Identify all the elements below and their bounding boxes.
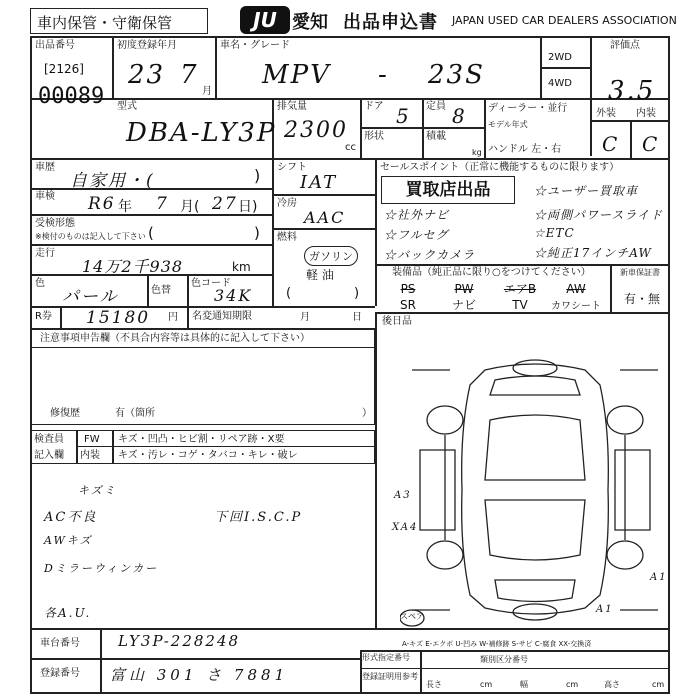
recycle-unit: 円 — [168, 312, 178, 323]
interior-value: C — [642, 132, 660, 156]
note-5: 各A.U. — [44, 606, 92, 620]
receipt-close: ) — [254, 224, 260, 242]
note-6: 下回I.S.C.P — [214, 510, 303, 525]
cert-label-3: 登録証明用参考 — [362, 672, 418, 681]
inspection-day-unit: 日) — [238, 199, 258, 215]
color-label: 色 — [35, 278, 45, 289]
displacement-label: 排気量 — [277, 101, 307, 112]
equip-aw: AW — [566, 282, 586, 296]
model-label: 車名・グレード — [220, 40, 290, 51]
first-reg-month: 7 — [180, 60, 199, 90]
note-2: AC不良 — [44, 510, 98, 525]
inspection-year-unit: 年 — [118, 199, 132, 215]
spare-label: スペア — [400, 612, 424, 621]
later-items-label: 後日品 — [382, 316, 412, 327]
mark-a3: A3 — [394, 490, 412, 501]
mark-a1-rear: A1 — [596, 604, 614, 615]
drive-4wd: 4WD — [548, 78, 572, 89]
exterior-value: C — [602, 132, 620, 156]
equipment-row-1 — [380, 280, 608, 297]
selling-point-4: ☆両側パワースライド — [534, 208, 664, 222]
grade-label: 評価点 — [610, 40, 640, 51]
grade-score: 3.5 — [608, 76, 656, 106]
form-title: 出品申込書 — [343, 12, 438, 33]
mileage-label: 走行 — [35, 248, 55, 259]
capacity-value: 8 — [452, 104, 467, 128]
ac-label: 冷房 — [277, 198, 297, 209]
model-grade: 23S — [428, 60, 485, 90]
kg-unit: kg — [472, 148, 482, 157]
mileage-value: 14万2千938 — [82, 257, 184, 276]
first-reg-label: 初度登録年月 — [117, 40, 177, 51]
load-label: 積載 — [426, 131, 446, 142]
history-label: 車歴 — [35, 162, 55, 173]
inspection-era: R6 — [88, 194, 116, 214]
color-code: 34K — [214, 286, 253, 305]
repair-value: 有（箇所 — [115, 408, 155, 419]
selling-point-6: ☆ETC — [534, 226, 575, 240]
cert-height: 高さ — [604, 680, 620, 689]
damage-legend: A-キズ E-エクボ U-凹み W-補修跡 S-サビ C-腐食 XX-交換済 — [402, 640, 592, 648]
model-dash: - — [378, 60, 389, 90]
color-code-label: 色コード — [191, 278, 231, 289]
repair-label: 修復歴 — [50, 408, 80, 419]
doors-value: 5 — [396, 104, 411, 128]
remarks-label: 注意事項申告欄（不具合内容等は具体的に記入して下さい） — [40, 333, 310, 344]
warranty-label: 新車保証書 — [620, 268, 660, 277]
inspection-label: 車検 — [35, 191, 55, 202]
fuel-gasoline-circled: ガソリン — [304, 246, 358, 266]
notice-label: 名変通知期限 — [192, 311, 252, 322]
equip-pw: PW — [454, 282, 474, 296]
lot-number: 00089 — [38, 84, 105, 109]
shift-label: シフト — [277, 162, 307, 173]
equip-sr: SR — [400, 298, 416, 312]
ju-logo: JU — [240, 6, 290, 34]
storage-label: 車内保管・守衛保管 — [37, 14, 173, 32]
inspection-day: 27 — [212, 194, 238, 214]
type-label: 型式 — [117, 101, 137, 112]
storage-box — [30, 8, 208, 34]
equip-airbag: エアB — [503, 282, 537, 296]
equip-ps: PS — [400, 282, 416, 296]
repair-close: ） — [362, 408, 372, 419]
selling-point-1: ☆社外ナビ — [384, 208, 450, 222]
shape-label: 形状 — [364, 131, 384, 142]
color-tone-label: 色替 — [151, 285, 171, 296]
ac-value: AAC — [304, 208, 346, 227]
equip-tv: TV — [512, 298, 528, 312]
buyback-stamp: 買取店出品 — [381, 176, 515, 204]
car-diagram[interactable] — [400, 340, 670, 640]
receipt-note: ※検付のものは記入して下さい — [35, 232, 146, 241]
recycle-value: 15180 — [86, 308, 151, 328]
registration-value: 富山 301 さ 7881 — [110, 666, 289, 684]
warranty-value: 有・無 — [624, 292, 661, 306]
inspector-fw: FW — [84, 434, 100, 445]
selling-point-3: ☆フルセグ — [384, 228, 449, 242]
selling-point-5: ☆バックカメラ — [384, 248, 476, 262]
first-reg-year: 23 — [128, 60, 166, 90]
inspection-month: 7 — [156, 194, 169, 214]
receipt-label: 受検形態 — [35, 218, 75, 229]
cert-length: 長さ — [426, 680, 442, 689]
notice-month: 月 — [300, 312, 310, 323]
inspector-interior-items: キズ・汚レ・コゲ・タバコ・キレ・破レ — [118, 450, 298, 461]
model-year-label: モデル年式 — [488, 120, 528, 129]
inspector-interior: 内装 — [80, 450, 100, 461]
mark-xa4: XA4 — [392, 522, 419, 533]
equip-navi: ナビ — [451, 298, 476, 312]
handle-label: ハンドル 左・右 — [488, 144, 562, 155]
note-4: Dミラーウィンカー — [44, 562, 159, 575]
color-value: パール — [62, 287, 119, 307]
history-close: ) — [254, 166, 261, 185]
displacement-value: 2300 — [284, 118, 348, 143]
org-name: 愛知 — [292, 12, 328, 33]
fuel-open: ( — [286, 286, 292, 301]
type-value: DBA-LY3P — [126, 118, 277, 148]
cert-cm-3: cm — [652, 680, 665, 689]
recycle-label: R券 — [35, 311, 52, 322]
cert-cm-2: cm — [566, 680, 579, 689]
interior-label: 内装 — [636, 108, 656, 119]
capacity-label: 定員 — [426, 101, 446, 112]
cert-label-2: 類別区分番号 — [480, 655, 528, 664]
shift-value: IAT — [300, 172, 338, 193]
fuel-label: 燃料 — [277, 232, 297, 243]
inspector-exterior-items: キズ・凹凸・ヒビ割・リペア跡・X要 — [118, 434, 285, 445]
cert-label-1: 形式指定番号 — [362, 653, 410, 662]
equipment-label: 装備品（純正品に限り○をつけてください） — [392, 267, 591, 278]
registration-label: 登録番号 — [40, 668, 80, 679]
model-name: MPV — [262, 60, 331, 90]
selling-point-7: ☆純正17インチAW — [534, 246, 652, 260]
chassis-label: 車台番号 — [40, 638, 80, 649]
equipment-row-2 — [380, 296, 608, 313]
cert-cm-1: cm — [480, 680, 493, 689]
note-1: キズミ — [78, 484, 117, 497]
exterior-label: 外装 — [596, 108, 616, 119]
dealer-label: ディーラー・並行 — [488, 103, 568, 114]
selling-points-label: セールスポイント（正常に機能するものに限ります） — [380, 162, 620, 173]
month-unit: 月 — [202, 86, 212, 97]
inspector-label-1: 検査員 — [34, 434, 64, 445]
mark-a1-right: A1 — [650, 572, 668, 583]
note-3: AWキズ — [44, 534, 93, 547]
inspector-label-2: 記入欄 — [34, 450, 64, 461]
km-unit: km — [232, 260, 251, 274]
fuel-diesel: 軽 油 — [306, 268, 334, 282]
equip-seat: カワシート — [551, 301, 601, 312]
drive-2wd: 2WD — [548, 52, 572, 63]
cc-unit: cc — [345, 142, 356, 153]
selling-point-2: ☆ユーザー買取車 — [534, 184, 639, 198]
chassis-value: LY3P-228248 — [118, 632, 241, 650]
lot-sub-number: [2126] — [44, 62, 84, 76]
fuel-close: ) — [354, 286, 360, 301]
history-value: 自家用・( — [70, 171, 155, 191]
doors-label: ドア — [364, 101, 384, 112]
lot-label: 出品番号 — [35, 40, 75, 51]
inspection-month-unit: 月( — [180, 199, 200, 215]
association-name: JAPAN USED CAR DEALERS ASSOCIATION — [452, 14, 677, 27]
receipt-open: ( — [148, 224, 154, 242]
cert-width: 幅 — [520, 680, 528, 689]
notice-day: 日 — [352, 312, 362, 323]
